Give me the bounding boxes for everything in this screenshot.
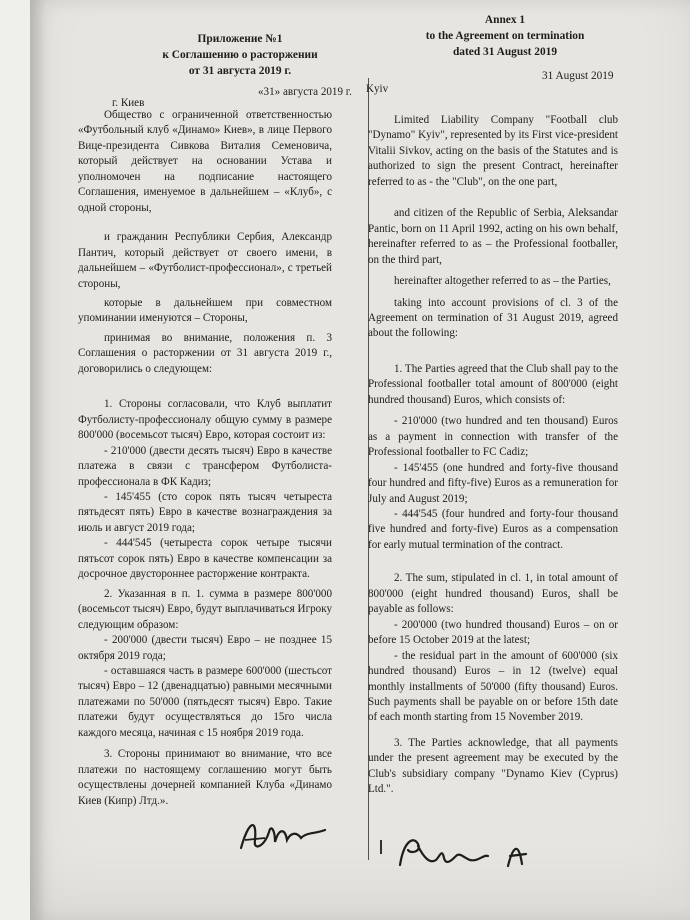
ru-paragraph-3: которые в дальнейшем при совместном упоминании именуются – Стороны, <box>78 296 332 325</box>
en-paragraph-11: - the residual part in the amount of 600'000 (six hundred thousand) Euros – in 12 (twelve) equal monthly installments of 50'000 (fifty thousand) Euros. Such payments shall be payable on or before 15th date of each month starting from 15 November 2019. <box>368 649 618 724</box>
en-paragraph-12: 3. The Parties acknowledge, that all payments under the present agreement may be executed by the Club's subsidiary company "Dynamo Kiev (Cyprus) Ltd.". <box>368 736 618 796</box>
english-text-column <box>366 83 618 798</box>
signature-mark <box>380 840 382 854</box>
en-paragraph-2: and citizen of the Republic of Serbia, Aleksandar Pantic, born on 11 April 1992, acting on his own behalf, hereinafter referred to as – the Professional footballer, on the third part, <box>368 207 618 266</box>
en-paragraph-1: Limited Liability Company "Football club "Dynamo" Kyiv", represented by its First vice-president Vitalii Sivkov, acting on the basis of the Statutes and is authorized to sign the present Contract, hereinafter referred to as - the "Club", on the one part, <box>368 114 618 188</box>
ru-paragraph-1: Общество с ограниченной ответственностью «Футбольный клуб «Динамо» Киев», в лице Первого Вице-президента Сивкова Виталия Семеновича, который действует на основании Устава и уполномочен на подписание настоящего Соглашения, именуемое в дальнейшем – «Клуб», с одной стороны, <box>78 109 332 214</box>
signature-right <box>380 830 550 875</box>
ru-paragraph-4: принимая во внимание, положения п. 3 Соглашения о расторжении от 31 августа 2019 г., договорились о следующем: <box>78 331 332 375</box>
signature-left <box>235 810 330 860</box>
en-paragraph-7: - 145'455 (one hundred and forty-five thousand four hundred and fifty-five) Euros as a remuneration for July and August 2019; <box>368 461 618 505</box>
ru-paragraph-5: 1. Стороны согласовали, что Клуб выплатит Футболисту-профессионалу общую сумму в размере 800'000 (восемьсот тысяч) Евро, которая состоит из: <box>78 398 332 442</box>
en-paragraph-8: - 444'545 (four hundred and forty-four thousand five hundred and forty-five) Euros as a compensation for early mutual termination of the contract. <box>368 507 618 551</box>
ru-paragraph-7: - 145'455 (сто сорок пять тысяч четыреста пятьдесят пять) Евро в качестве вознаграждения за июль и август 2019 года; <box>78 490 332 534</box>
english-subtitle-2: dated 31 August 2019 <box>452 46 558 58</box>
en-paragraph-9: 2. The sum, stipulated in cl. 1, in total amount of 800'000 (eight hundred thousand) Euros, shall be payable as follows: <box>368 572 618 616</box>
en-paragraph-10: - 200'000 (two hundred thousand) Euros – on or before 15 October 2019 at the latest; <box>368 618 618 647</box>
russian-header <box>140 31 340 79</box>
ru-paragraph-12: 3. Стороны принимают во внимание, что все платежи по настоящему соглашению могут быть осуществлены дочерней компанией Клуба «Динамо Киев (Кипр) Лтд.». <box>78 748 332 807</box>
en-paragraph-5: 1. The Parties agreed that the Club shall pay to the Professional footballer total amount of 800'000 (eight hundred thousand) Euros, which consists of: <box>368 362 618 406</box>
russian-subtitle-1: к Соглашению о расторжении <box>162 49 318 61</box>
en-paragraph-3: hereinafter altogether referred to as – the Parties, <box>394 275 611 288</box>
russian-text-column <box>78 108 332 809</box>
ru-paragraph-10: - 200'000 (двести тысяч) Евро – не позднее 15 октября 2019 года; <box>78 634 332 662</box>
english-subtitle-1: to the Agreement on termination <box>425 30 585 42</box>
english-title: Annex 1 <box>484 14 526 26</box>
russian-city: г. Киев <box>112 97 145 109</box>
english-date: 31 August 2019 <box>542 70 614 82</box>
ru-paragraph-2: и гражданин Республики Сербия, Александр Пантич, который действует от своего имени, в дальнейшем – «Футболист-профессионал», с третьей стороны, <box>78 231 332 290</box>
en-paragraph-4: taking into account provisions of cl. 3 of the Agreement on termination of 31 August 2019, agreed about the following: <box>368 296 618 340</box>
ru-paragraph-9: 2. Указанная в п. 1. сумма в размере 800'000 (восемьсот тысяч) Евро, будут выплачиваться Игроку следующим образом: <box>78 587 332 631</box>
english-city: Kyiv <box>366 83 389 95</box>
ru-paragraph-6: - 210'000 (двести десять тысяч) Евро в качестве платежа в связи с трансфером Футболиста-профессионала в ФК Кадиз; <box>78 444 332 488</box>
english-header <box>400 12 610 60</box>
russian-date: «31» августа 2019 г. <box>258 86 352 98</box>
ru-paragraph-11: - оставшаяся часть в размере 600'000 (шестьсот тысяч) Евро – 12 (двенадцатью) равными месячными платежами по 50'000 (пятьдесят тысяч) Евро. Такие платежи будут осуществляться до 15го числа каждого месяца, начиная с 15 ноября 2019 года. <box>78 664 332 739</box>
russian-subtitle-2: от 31 августа 2019 г. <box>188 65 292 77</box>
russian-title: Приложение №1 <box>197 33 283 45</box>
en-paragraph-6: - 210'000 (two hundred and ten thousand) Euros as a payment in connection with transfer of the Professional footballer to FC Cadiz; <box>368 415 618 459</box>
ru-paragraph-8: - 444'545 (четыреста сорок четыре тысячи пятьсот сорок пять) Евро в качестве компенсации за досрочное двустороннее расторжение контракта. <box>78 537 332 581</box>
